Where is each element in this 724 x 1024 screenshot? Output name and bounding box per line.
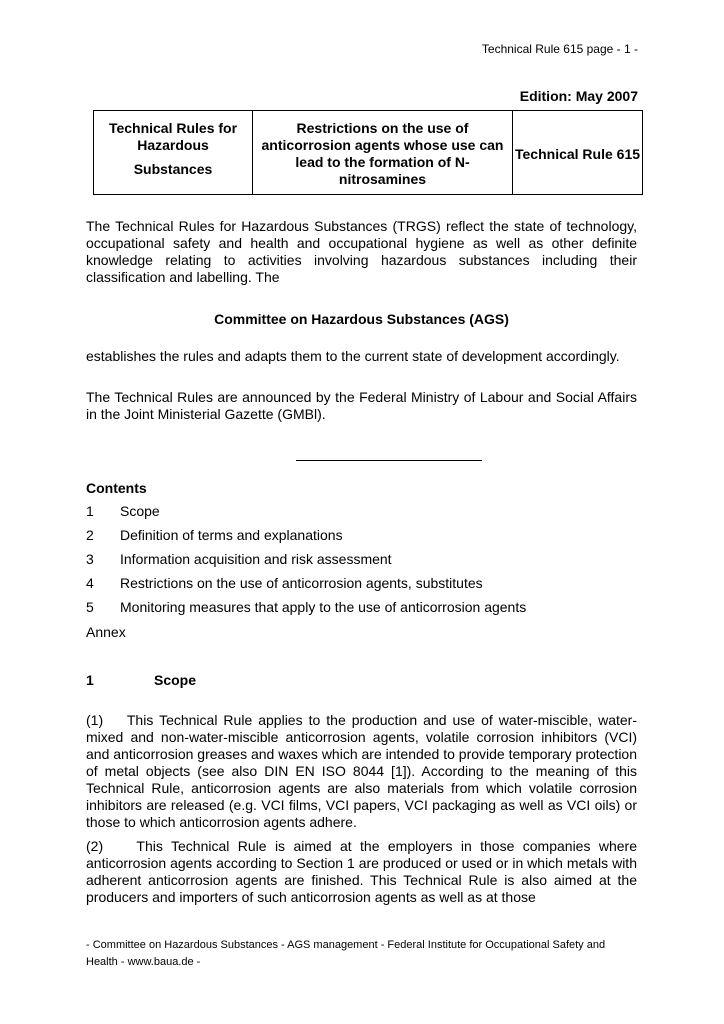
committee-heading: Committee on Hazardous Substances (AGS) [214, 311, 509, 327]
toc-item-label: Definition of terms and explanations [120, 527, 343, 543]
toc-item-number: 1 [86, 503, 94, 519]
meta-title-line1: Technical Rules for Hazardous [108, 120, 238, 153]
toc-item [86, 575, 483, 591]
section-paragraph-1: (1) This Technical Rule applies to the production and use of water-miscible, water-mixed and non-water-miscible anticorrosion agents, volatile corrosion inhibitors (VCI) and anticorrosion greases and waxes which are intended to provide temporary protection of metal objects (see also DIN EN ISO 8044 [1]). According to the meaning of this Technical Rule, anticorrosion agents are also materials from which volatile corrosion inhibitors are released (e.g. VCI films, VCI papers, VCI packaging as well as VCI oils) or those to which anticorrosion agents adhere. [86, 712, 641, 830]
intro-paragraph-1: The Technical Rules for Hazardous Substances (TRGS) reflect the state of technology, occupational safety and health and occupational hygiene as well as other definite knowledge relating to activities involving hazardous substances including their classification and labelling. The [86, 218, 637, 285]
toc-item-label: Scope [120, 503, 160, 519]
toc-item [86, 599, 526, 615]
meta-cell-rule-number: Technical Rule 615 [513, 111, 643, 195]
toc-item [86, 551, 392, 567]
meta-cell-subject: Restrictions on the use of anticorrosion agents whose use can lead to the formation of N-nitrosamines [253, 111, 513, 195]
toc-item-label: Information acquisition and risk assessment [120, 551, 392, 567]
section-title: Scope [154, 672, 197, 688]
intro-paragraph-3: The Technical Rules are announced by the Federal Ministry of Labour and Social Affairs in the Joint Ministerial Gazette (GMBl). [86, 389, 637, 422]
meta-cell-title [94, 111, 253, 195]
contents-title: Contents [86, 480, 147, 496]
edition-label: Edition: May 2007 [519, 88, 638, 104]
toc-item [86, 503, 160, 519]
meta-table [93, 110, 643, 195]
intro-paragraph-2: establishes the rules and adapts them to the current state of development accordingly. [86, 348, 620, 364]
section-paragraph-2: (2) This Technical Rule is aimed at the employers in those companies where anticorrosion agents according to Section 1 are produced or used or in which metals with adherent anticorrosion agents are finished. This Technical Rule is also aimed at the producers and importers of such anticorrosion agents as well as at those [86, 838, 641, 905]
toc-item-number: 3 [86, 551, 94, 567]
toc-item [86, 527, 343, 543]
page-header: Technical Rule 615 page - 1 - [481, 42, 638, 56]
section-number: 1 [86, 672, 94, 688]
toc-item-label: Monitoring measures that apply to the use of anticorrosion agents [120, 599, 527, 615]
toc-item-label: Restrictions on the use of anticorrosion agents, substitutes [120, 575, 483, 591]
meta-title-line2: Substances [133, 161, 213, 177]
toc-item-number: 4 [86, 575, 94, 591]
divider-line [296, 460, 482, 461]
section-heading [86, 672, 196, 688]
toc-annex: Annex [86, 624, 126, 640]
toc-item-number: 2 [86, 527, 94, 543]
toc-item-number: 5 [86, 599, 94, 615]
page-footer: - Committee on Hazardous Substances - AGS management - Federal Institute for Occupational Safety and Health - www.baua.de - [86, 939, 606, 968]
